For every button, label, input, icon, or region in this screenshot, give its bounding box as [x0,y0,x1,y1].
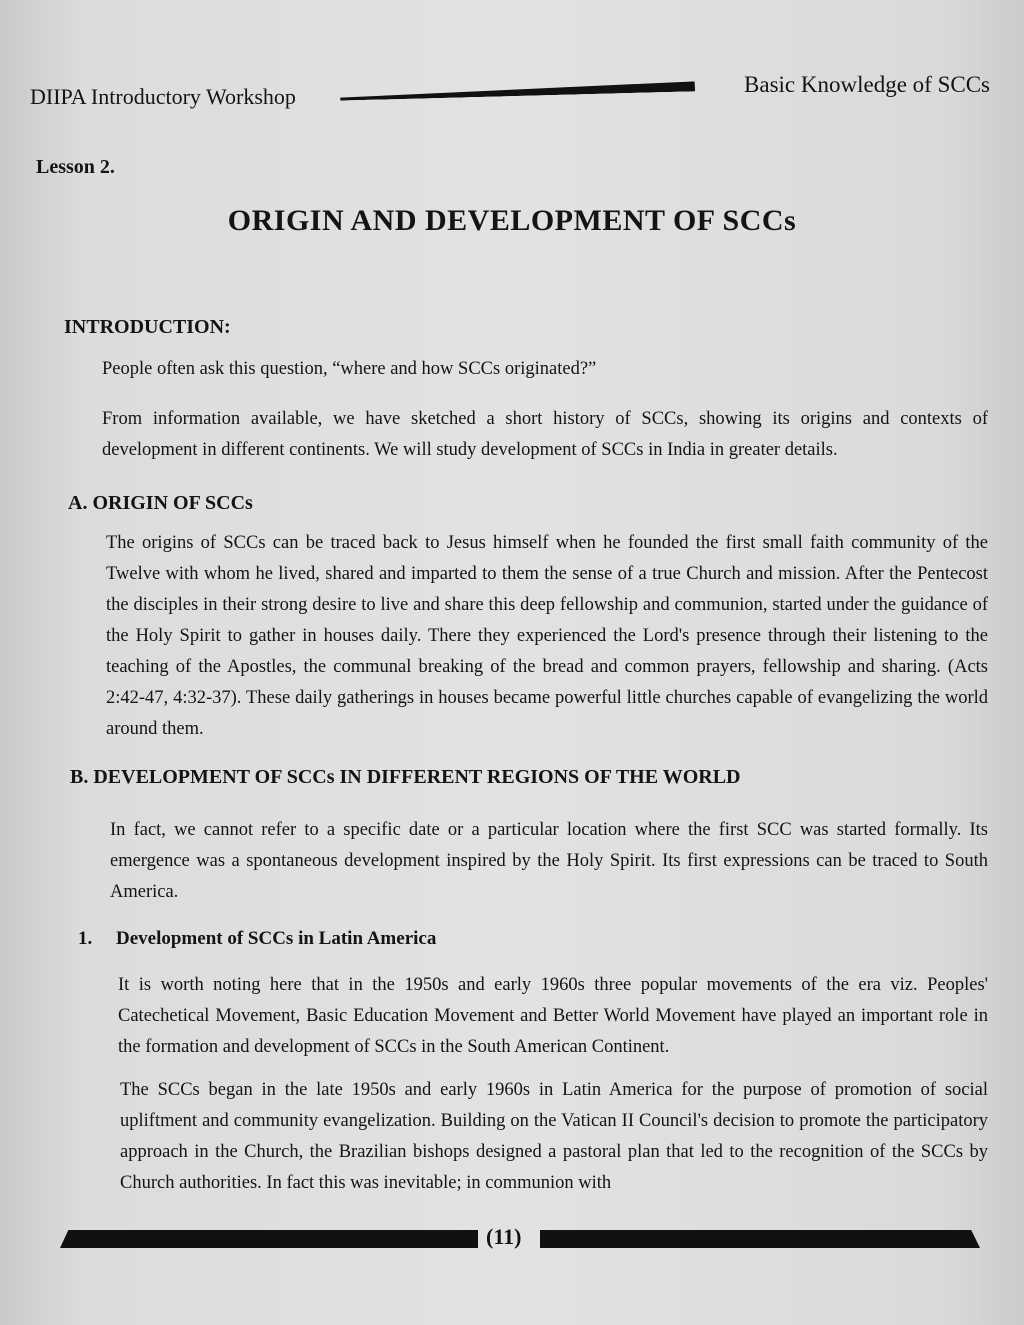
page-header [30,70,990,110]
section-b-paragraph: In fact, we cannot refer to a specific date or a particular location where the first SCC was started formally. Its emergence was a spontaneous development inspired by the Holy Spirit. Its first expressions can be traced to South America. [110,820,988,902]
lesson-label: Lesson 2. [36,156,115,178]
footer-rule-left [60,1230,478,1248]
introduction-paragraph-2: From information available, we have sketched a short history of SCCs, showing its origins and contexts of development in different continents. We will study development of SCCs in India in greater details. [102,409,988,460]
page-title: ORIGIN AND DEVELOPMENT OF SCCs [227,204,797,237]
header-rule [340,81,695,100]
subsection-1-paragraph-2: The SCCs began in the late 1950s and early 1960s in Latin America for the purpose of promotion of social upliftment and community evangelization. Building on the Vatican II Council's decision to promote the participatory approach in the Church, the Brazilian bishops designed a pastoral plan that led to the recognition of the SCCs by Church authorities. In fact this was inevitable; in communion with [120,1080,988,1193]
subsection-1-paragraph-1: It is worth noting here that in the 1950s and early 1960s three popular movements of the era viz. Peoples' Catechetical Movement, Basic Education Movement and Better World Movement have played an important role in the formation and development of SCCs in the South American Continent. [118,975,988,1057]
section-a-heading: A. ORIGIN OF SCCs [68,492,253,514]
section-b-heading: B. DEVELOPMENT OF SCCs IN DIFFERENT REGIONS OF THE WORLD [70,766,741,788]
section-a-paragraph: The origins of SCCs can be traced back to Jesus himself when he founded the first small faith community of the Twelve with whom he lived, shared and imparted to them the sense of a true Church and mission. After the Pentecost the disciples in their strong desire to live and share this deep fellowship and communion, started under the guidance of the Holy Spirit to gather in houses daily. There they experienced the Lord's presence through their listening to the teaching of the Apostles, the communal breaking of the bread and common prayers, fellowship and sharing. (Acts 2:42-47, 4:32-37). These daily gatherings in houses became powerful little churches capable of evangelizing the world around them. [106,533,988,739]
page-footer [60,1222,980,1256]
header-section-title: Basic Knowledge of SCCs [744,72,990,97]
subsection-1-number: 1. [78,928,93,949]
subsection-1-heading: Development of SCCs in Latin America [116,928,437,949]
introduction-paragraph-1: People often ask this question, “where and how SCCs originated?” [102,359,597,379]
footer-rule-right [540,1230,980,1248]
page-number: (11) [486,1224,522,1249]
introduction-heading: INTRODUCTION: [64,316,231,338]
header-workshop-title: DIIPA Introductory Workshop [30,84,296,109]
